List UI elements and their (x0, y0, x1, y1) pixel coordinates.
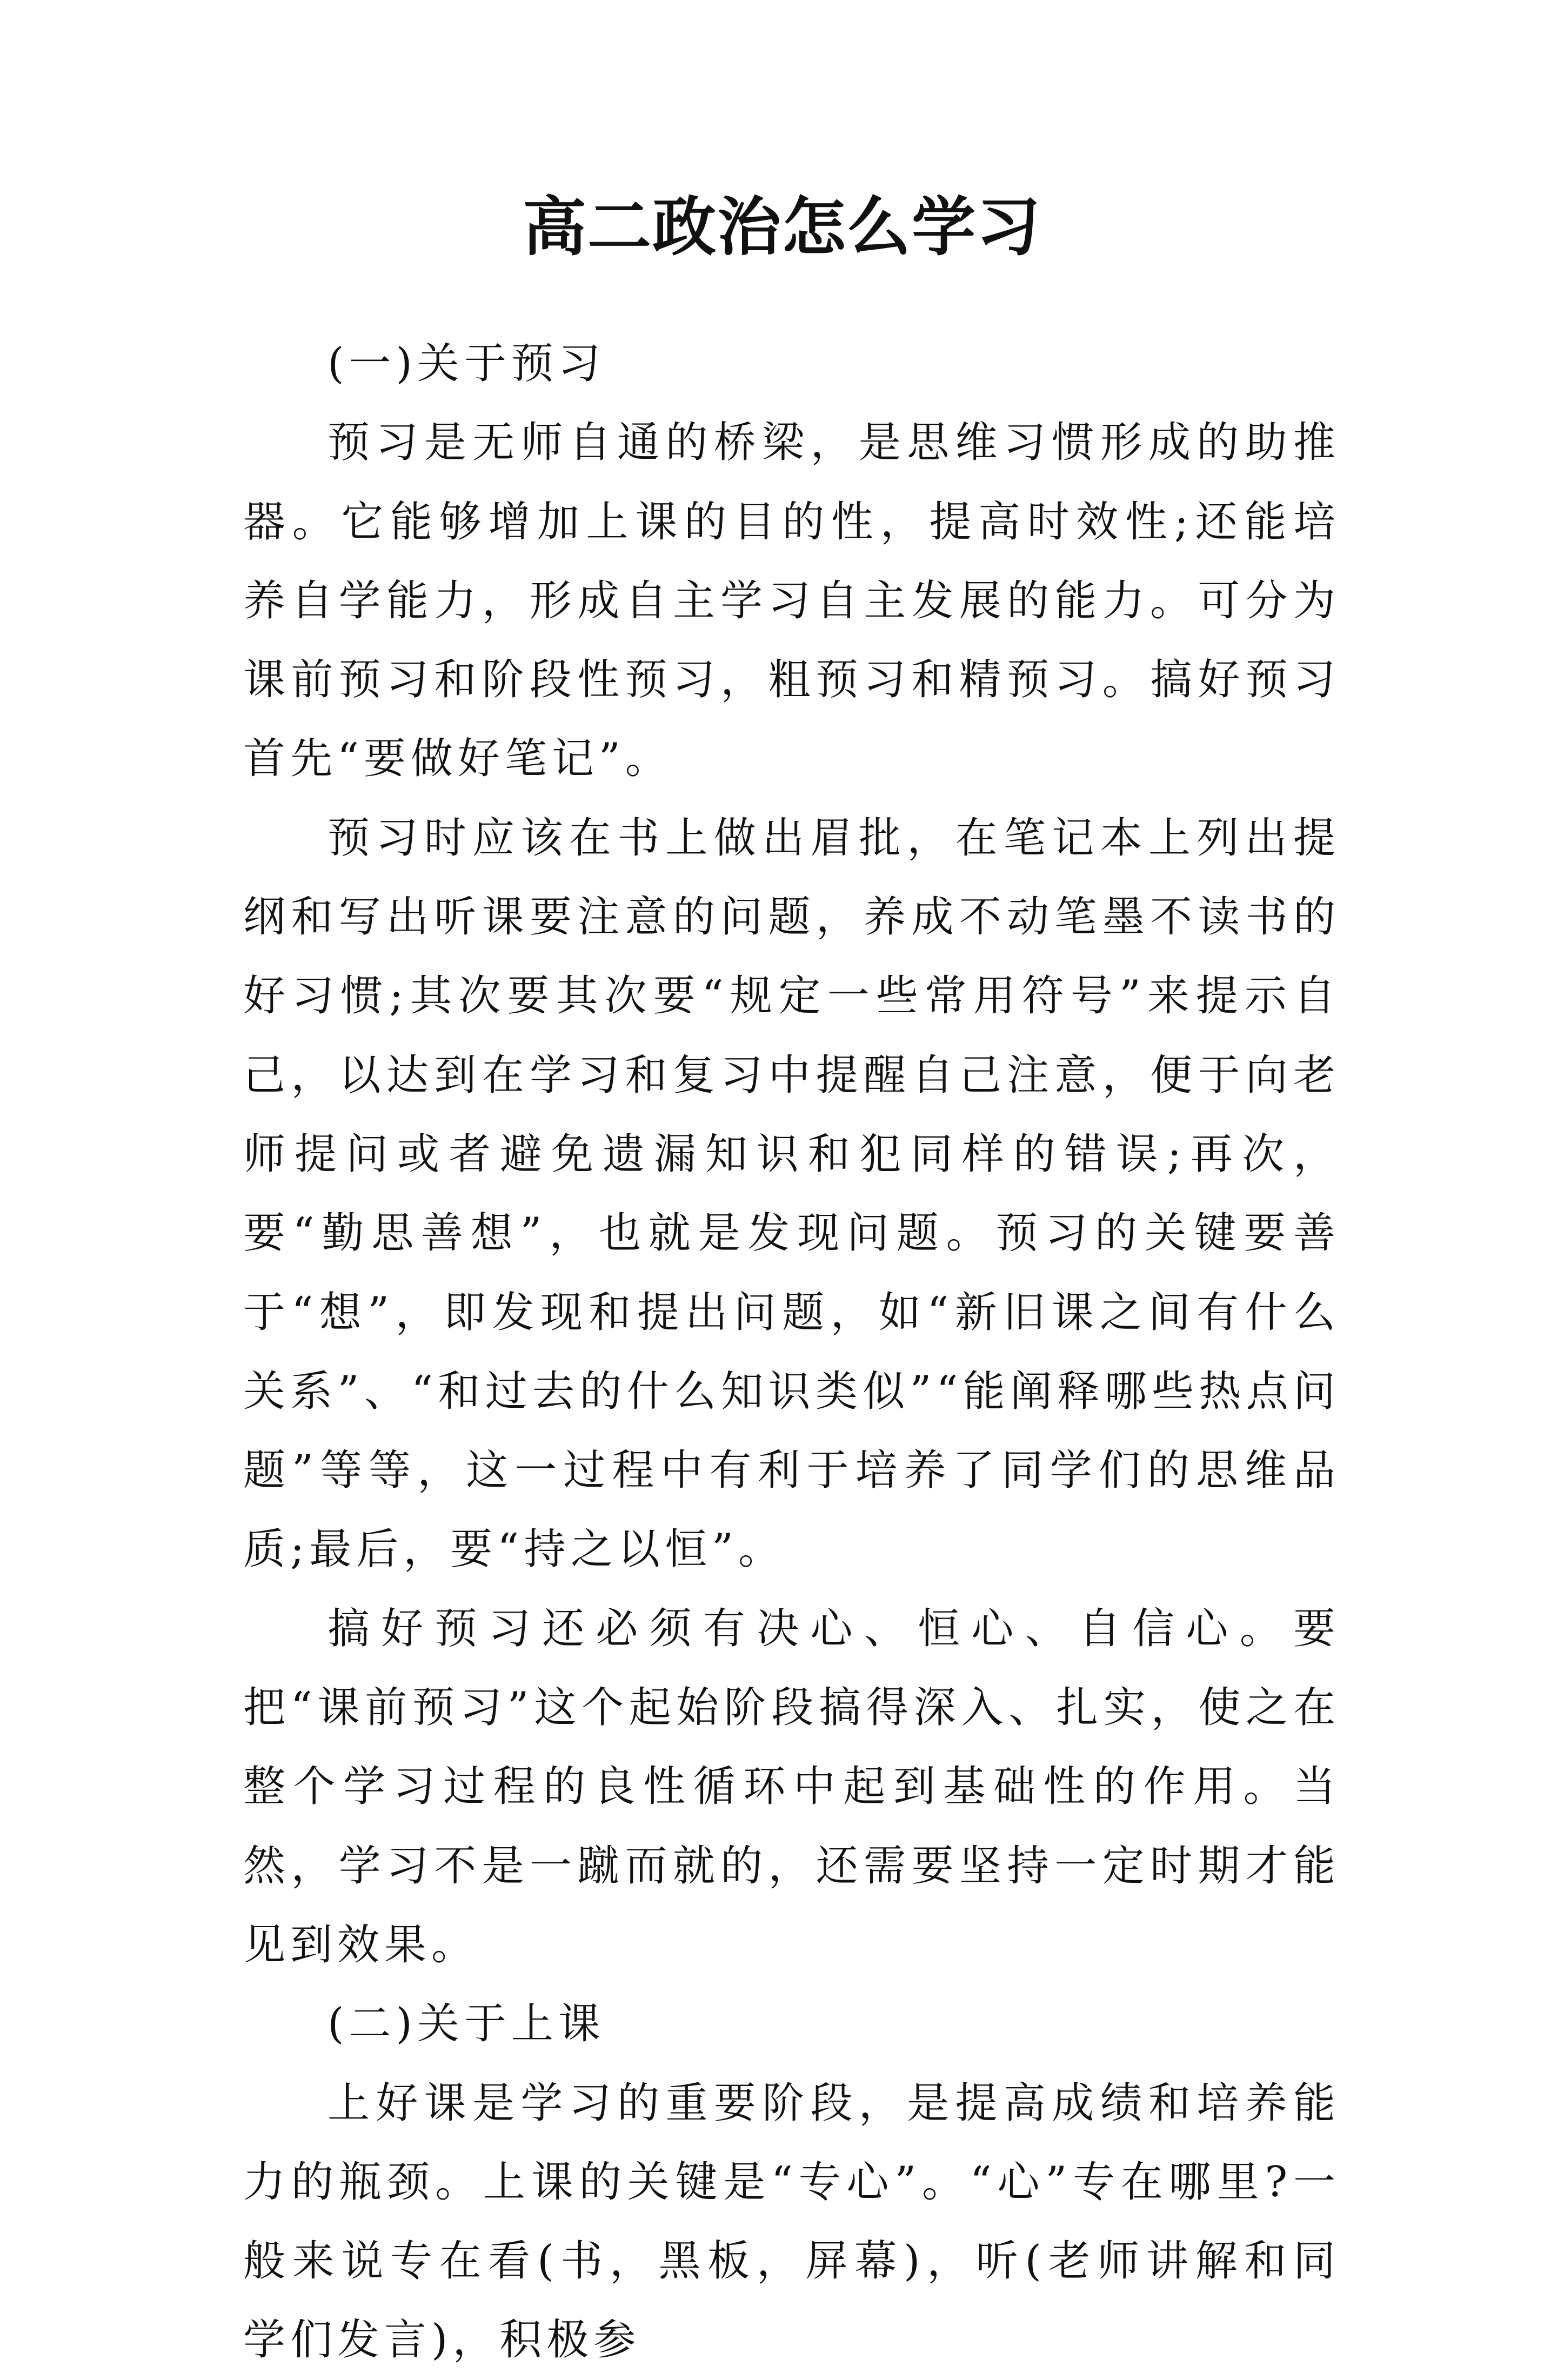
paragraph: 预习是无师自通的桥梁，是思维习惯形成的助推器。它能够增加上课的目的性，提高时效性;还能培养自学能力，形成自主学习自主发展的能力。可分为课前预习和阶段性预习，粗预习和精预习。搞好预习首先“要做好笔记”。 (243, 418, 1340, 784)
paragraph: 预习时应该在书上做出眉批，在笔记本上列出提纲和写出听课要注意的问题，养成不动笔墨不读书的好习惯;其次要其次要“规定一些常用符号”来提示自己，以达到在学习和复习中提醒自己注意，便于向老师提问或者避免遗漏知识和犯同样的错误;再次，要“勤思善想”，也就是发现问题。预习的关键要善于“想”，即发现和提出问题，如“新旧课之间有什么关系”、“和过去的什么知识类似”“能阐释哪些热点问题”等等，这一过程中有利于培养了同学们的思维品质;最后，要“持之以恒”。 (243, 813, 1340, 1574)
section-heading-preview: (一)关于预习 (327, 339, 605, 388)
paragraph: 上好课是学习的重要阶段，是提高成绩和培养能力的瓶颈。上课的关键是“专心”。“心”专在哪里?一般来说专在看(书，黑板，屏幕)，听(老师讲解和同学们发言)，积极参 (243, 2078, 1340, 2365)
document-body (243, 324, 1340, 2380)
document-title: 高二政治怎么学习 (522, 189, 1041, 264)
paragraph: 搞好预习还必须有决心、恒心、自信心。要把“课前预习”这个起始阶段搞得深入、扎实，使之在整个学习过程的良性循环中起到基础性的作用。当然，学习不是一蹴而就的，还需要坚持一定时期才能见到效果。 (243, 1604, 1340, 1969)
section-heading-class: (二)关于上课 (327, 2000, 605, 2049)
